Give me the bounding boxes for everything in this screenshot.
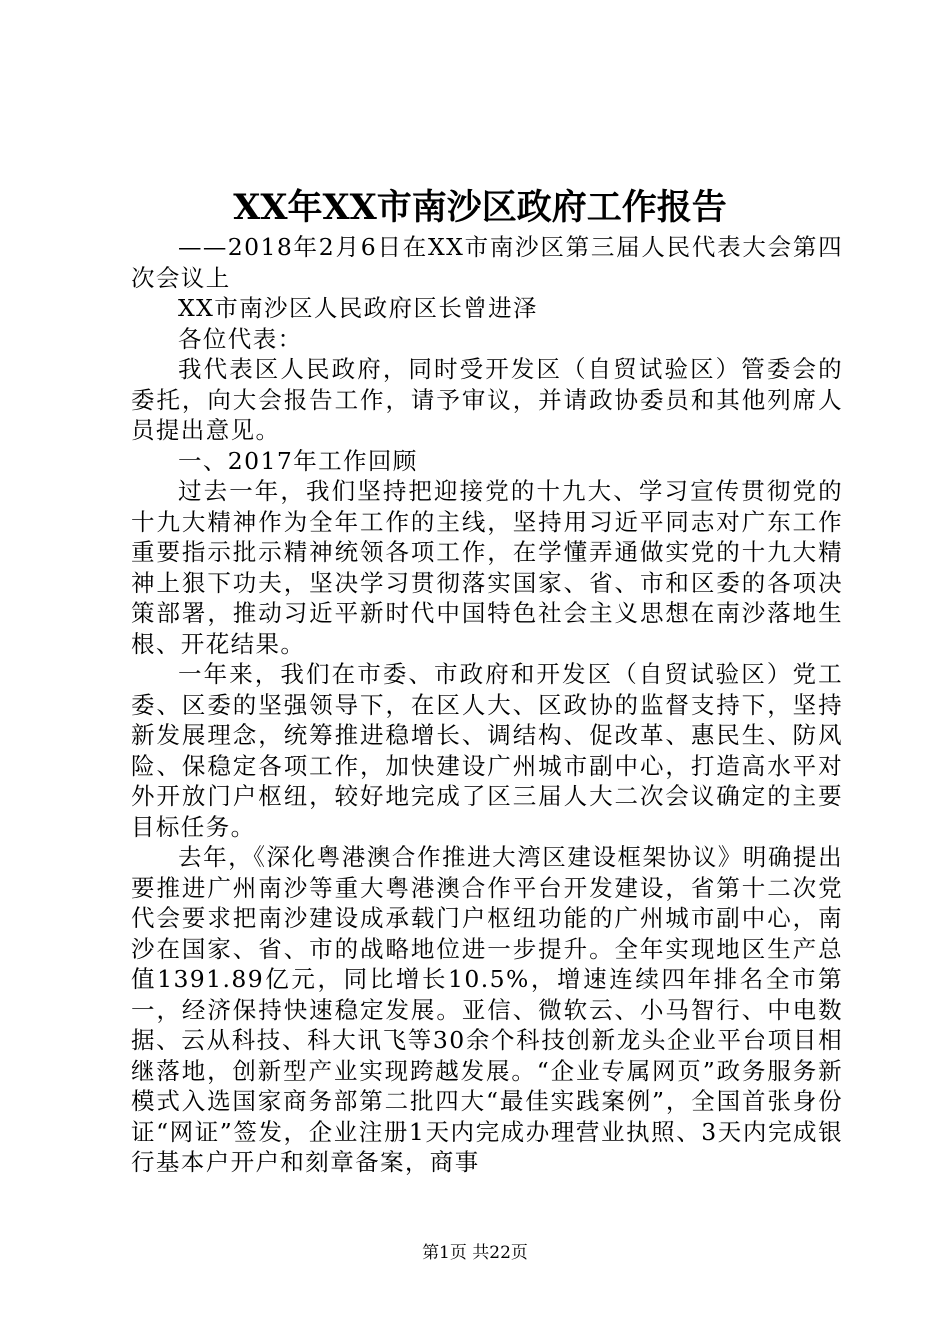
page-number: 第1页 共22页 [422, 1243, 528, 1263]
section-heading: 一、2017年工作回顾 [178, 446, 418, 475]
paragraph-intro: 我代表区人民政府，同时受开发区（自贸试验区）管委会的委托，向大会报告工作，请予审议，并请政协委员和其他列席人员提出意见。 [131, 355, 843, 444]
speaker-line: XX市南沙区人民政府区长曾进泽 [178, 294, 538, 322]
paragraph: 过去一年，我们坚持把迎接党的十九大、学习宣传贯彻党的十九大精神作为全年工作的主线，坚持用习近平同志对广东工作重要指示批示精神统领各项工作，在学懂弄通做实党的十九大精神上狠下功夫，坚决学习贯彻落实国家、省、市和区委的各项决策部署，推动习近平新时代中国特色社会主义思想在南沙落地生根、开花结果。 [131, 477, 843, 658]
subtitle-date-line: ——2018年2月6日在XX市南沙区第三届人民代表大会第四次会议上 [131, 233, 843, 292]
paragraph: 一年来，我们在市委、市政府和开发区（自贸试验区）党工委、区委的坚强领导下，在区人大、区政协的监督支持下，坚持新发展理念，统筹推进稳增长、调结构、促改革、惠民生、防风险、保稳定各项工作，加快建设广州城市副中心，打造高水平对外开放门户枢纽，较好地完成了区三届人大二次会议确定的主要目标任务。 [131, 660, 843, 841]
document-title: XX年XX市南沙区政府工作报告 [233, 187, 727, 228]
paragraph: 去年，《深化粤港澳合作推进大湾区建设框架协议》明确提出要推进广州南沙等重大粤港澳合作平台开发建设，省第十二次党代会要求把南沙建设成承载门户枢纽功能的广州城市副中心，南沙在国家、省、市的战略地位进一步提升。全年实现地区生产总值1391.89亿元，同比增长10.5%，增速连续四年排名全市第一，经济保持快速稳定发展。亚信、微软云、小马智行、中电数据、云从科技、科大讯飞等30余个科技创新龙头企业平台项目相继落地，创新型产业实现跨越发展。“企业专属网页”政务服务新模式入选国家商务部第二批四大“最佳实践案例”，全国首张身份证“网证”签发，企业注册1天内完成办理营业执照、3天内完成银行基本户开户和刻章备案，商事 [131, 843, 843, 1176]
salutation: 各位代表： [178, 324, 303, 353]
document-body [131, 232, 843, 1178]
